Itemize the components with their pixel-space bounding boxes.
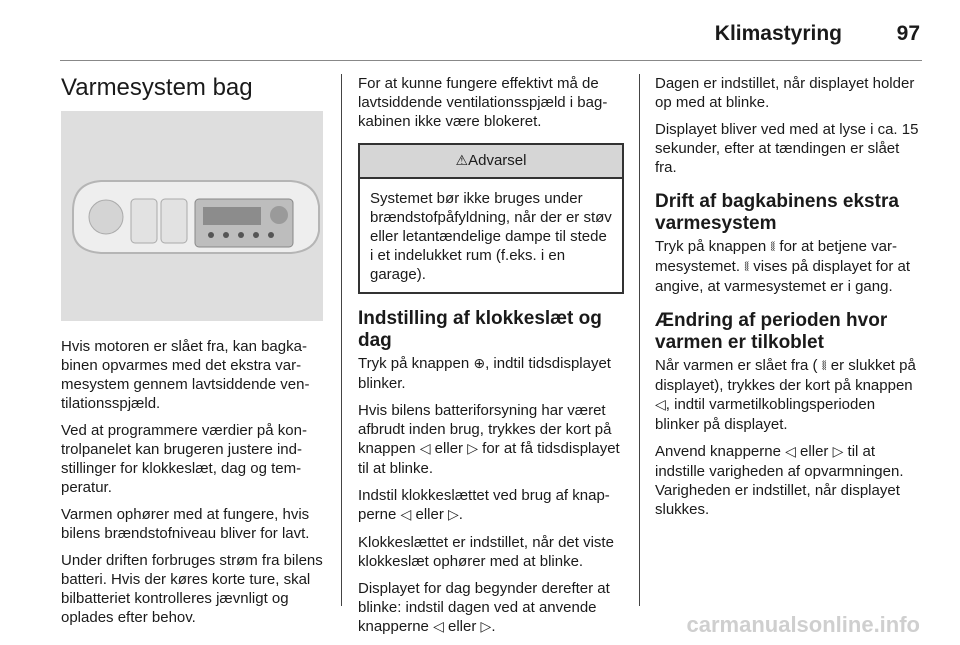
- heater-icon: ⧛: [821, 358, 827, 374]
- left-arrow-icon: ◁: [400, 507, 412, 523]
- paragraph: Under driften forbruges strøm fra bilens batteri. Hvis der køres korte ture, skal bilbatteriet kontrolleres jævnligt og oplades efter behov.: [61, 552, 323, 626]
- paragraph: Anvend knapperne ◁ eller ▷ til at indstille varigheden af opvarmningen. Varigheden er indstillet, når displayet slukkes.: [655, 443, 904, 518]
- watermark: carmanualsonline.info: [686, 612, 920, 637]
- column-divider: [341, 74, 342, 606]
- page-number: 97: [896, 22, 920, 45]
- warning-title: Advarsel: [468, 152, 527, 169]
- control-panel-illustration: [61, 111, 323, 321]
- left-arrow-icon: ◁: [433, 619, 444, 635]
- rear-heater-heading: Drift af bagkabinens ekstra varmesystem: [655, 191, 899, 234]
- paragraph: Indstil klokkeslættet ved brug af knapperne ◁ eller ▷.: [358, 487, 610, 523]
- clock-icon: ⊕: [473, 356, 486, 372]
- paragraph: Varmen ophører med at fungere, hvis bilens brændstofniveau bliver for lavt.: [61, 506, 310, 542]
- column-2: [358, 74, 624, 645]
- clock-heading: Indstilling af klokkeslæt og dag: [358, 308, 602, 351]
- paragraph: Tryk på knappen ⊕, indtil tidsdisplayet blinker.: [358, 355, 611, 392]
- left-arrow-icon: ◁: [785, 444, 796, 460]
- right-arrow-icon: ▷: [480, 619, 492, 635]
- warning-header: [360, 145, 622, 179]
- right-arrow-icon: ▷: [467, 441, 478, 457]
- section-title: Varmesystem bag: [61, 74, 253, 101]
- left-arrow-icon: ◁: [655, 397, 666, 413]
- paragraph: Klokkeslættet er indstillet, når det viste klokkeslæt ophører med at blinke.: [358, 534, 614, 570]
- right-arrow-icon: ▷: [832, 444, 844, 460]
- heater-control-panel-figure: [61, 111, 323, 321]
- paragraph: Hvis motoren er slået fra, kan bagkabinen opvarmes med det ekstra varmesystem gennem lavtsiddende ventilationsspjæld.: [61, 338, 310, 412]
- paragraph: Displayet bliver ved med at lyse i ca. 15 sekunder, efter at tændingen er slået fra.: [655, 121, 919, 176]
- left-arrow-icon: ◁: [419, 441, 431, 457]
- header-rule: [60, 60, 922, 61]
- column-divider: [639, 74, 640, 606]
- paragraph: Dagen er indstillet, når displayet holder op med at blinke.: [655, 75, 915, 111]
- warning-box: [358, 143, 624, 294]
- paragraph: Tryk på knappen ⧛ for at betjene varmesystemet. ⧛ vises på displayet for at angive, at varmesystemet er i gang.: [655, 238, 910, 295]
- period-heading: Ændring af perioden hvor varmen er tilkoblet: [655, 310, 888, 353]
- paragraph: Hvis bilens batteriforsyning har været afbrudt inden brug, trykkes der kort på knappen ◁ eller ▷ for at få tidsdisplayet til at blinke.: [358, 402, 620, 477]
- warning-icon: ⚠: [455, 153, 469, 169]
- right-arrow-icon: ▷: [448, 507, 459, 523]
- column-3: [655, 74, 923, 527]
- chapter-title: Klimastyring: [714, 22, 842, 45]
- heater-icon: ⧛: [770, 239, 776, 255]
- paragraph: For at kunne fungere effektivt må de lavtsiddende ventilationsspjæld i bagkabinen ikke være blokeret.: [358, 75, 608, 130]
- page-header: [0, 0, 960, 58]
- heater-icon: ⧛: [744, 259, 750, 275]
- paragraph: Ved at programmere værdier på kontrolpanelet kan brugeren justere indstillinger for klokkeslæt, dag og temperatur.: [61, 422, 307, 496]
- warning-text: Systemet bør ikke bruges under brændstofpåfyldning, når der er støv eller letantændelige dampe til stede i et indelukket rum (f.eks. i en garage).: [370, 190, 612, 283]
- column-1: [61, 66, 325, 635]
- paragraph: Når varmen er slået fra ( ⧛ er slukket på displayet), trykkes der kort på knappen ◁, indtil varmetilkoblingsperioden blinker på displayet.: [655, 357, 916, 433]
- paragraph: Displayet for dag begynder derefter at blinke: indstil dagen ved at anvende knapperne ◁ eller ▷.: [358, 580, 610, 635]
